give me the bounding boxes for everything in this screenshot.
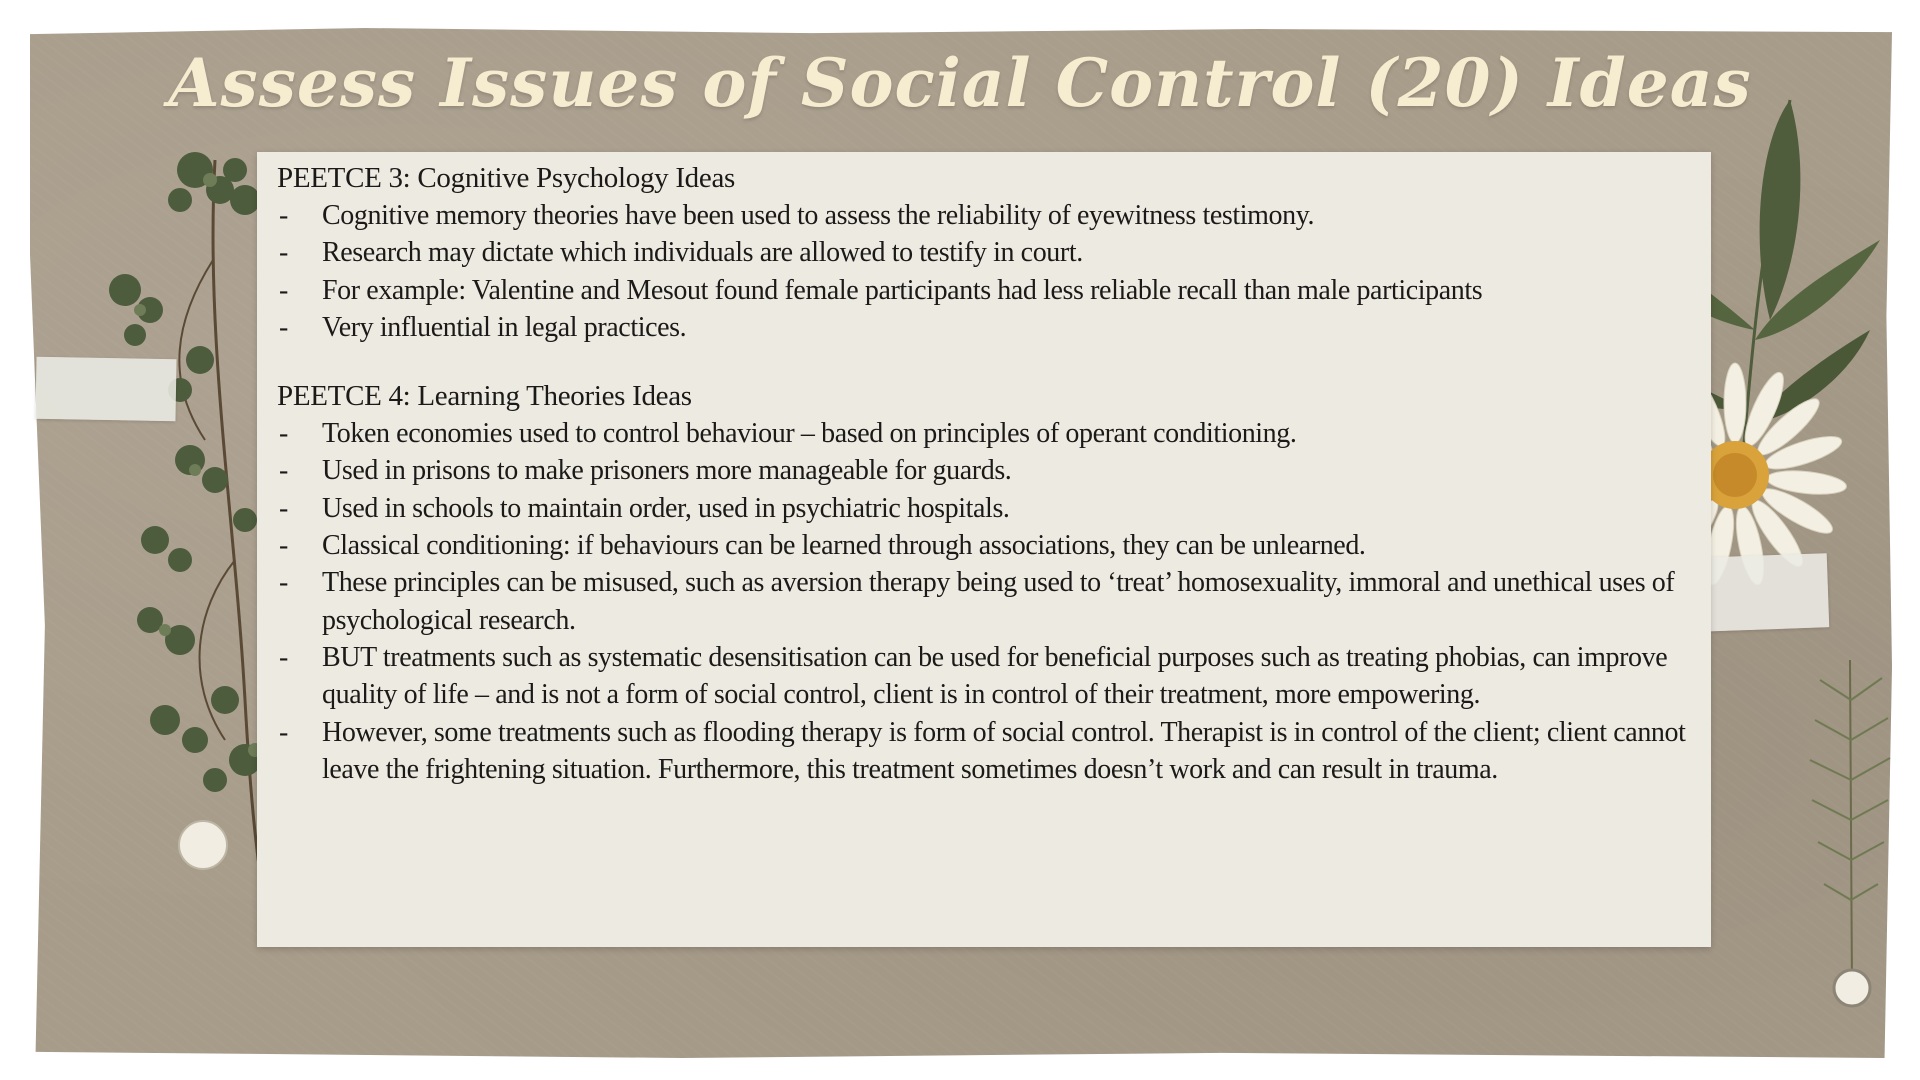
list-item [277, 309, 1691, 346]
section-cognitive-psychology [277, 160, 1691, 346]
bullet-marker: - [279, 311, 288, 343]
bullet-text: Token economies used to control behaviour – based on principles of operant conditioning. [322, 418, 1297, 450]
bullet-text: Classical conditioning: if behaviours can be learned through associations, they can be unlearned. [322, 530, 1366, 562]
pushpin-icon [179, 821, 227, 869]
bullet-marker: - [279, 418, 288, 450]
bullet-marker: - [279, 567, 288, 599]
bullet-text: These principles can be misused, such as aversion therapy being used to ‘treat’ homosexuality, immoral and unethical uses of psychological research. [322, 567, 1675, 636]
list-item [277, 564, 1691, 639]
bullet-marker: - [279, 530, 288, 562]
list-item [277, 197, 1691, 234]
bullet-marker: - [279, 237, 288, 269]
list-item [277, 452, 1691, 489]
bullet-text: Used in prisons to make prisoners more manageable for guards. [322, 455, 1012, 487]
bullet-marker: - [279, 492, 288, 524]
bullet-text: For example: Valentine and Mesout found female participants had less reliable recall than male participants [322, 274, 1483, 306]
list-item [277, 527, 1691, 564]
bullet-list [277, 197, 1691, 346]
section-learning-theories [277, 378, 1691, 788]
bullet-text: Used in schools to maintain order, used in psychiatric hospitals. [322, 492, 1010, 524]
bullet-text: Cognitive memory theories have been used to assess the reliability of eyewitness testimony. [322, 200, 1315, 231]
bullet-marker: - [279, 274, 288, 306]
list-item [277, 490, 1691, 527]
section-heading: PEETCE 4: Learning Theories Ideas [277, 380, 692, 413]
pine-sprig-icon [1790, 660, 1900, 1020]
bullet-text: BUT treatments such as systematic desensitisation can be used for beneficial purposes such as treating phobias, can improve quality of life – and is not a form of social control, client is in control of their treatment, more empowering. [322, 641, 1668, 711]
bullet-text: Very influential in legal practices. [322, 311, 687, 343]
section-heading: PEETCE 3: Cognitive Psychology Ideas [277, 162, 736, 194]
list-item [277, 234, 1691, 271]
tape-strip-left [35, 357, 176, 421]
bullet-marker: - [279, 455, 288, 487]
bullet-text: Research may dictate which individuals are allowed to testify in court. [322, 237, 1083, 269]
list-item [277, 272, 1691, 309]
slide-title: Assess Issues of Social Control (20) Ideas [168, 44, 1752, 122]
bullet-list [277, 415, 1691, 788]
bullet-text: However, some treatments such as flooding therapy is form of social control. Therapist is in control of the client; client cannot leave the frightening situation. Furthermore, this treatment sometimes doesn’t work and can result in trauma. [322, 716, 1686, 785]
list-item [277, 415, 1691, 452]
content-card [257, 152, 1711, 947]
bullet-marker: - [279, 641, 288, 673]
bullet-marker: - [279, 200, 288, 231]
list-item [277, 714, 1691, 789]
bullet-marker: - [279, 716, 288, 748]
list-item [277, 639, 1691, 714]
